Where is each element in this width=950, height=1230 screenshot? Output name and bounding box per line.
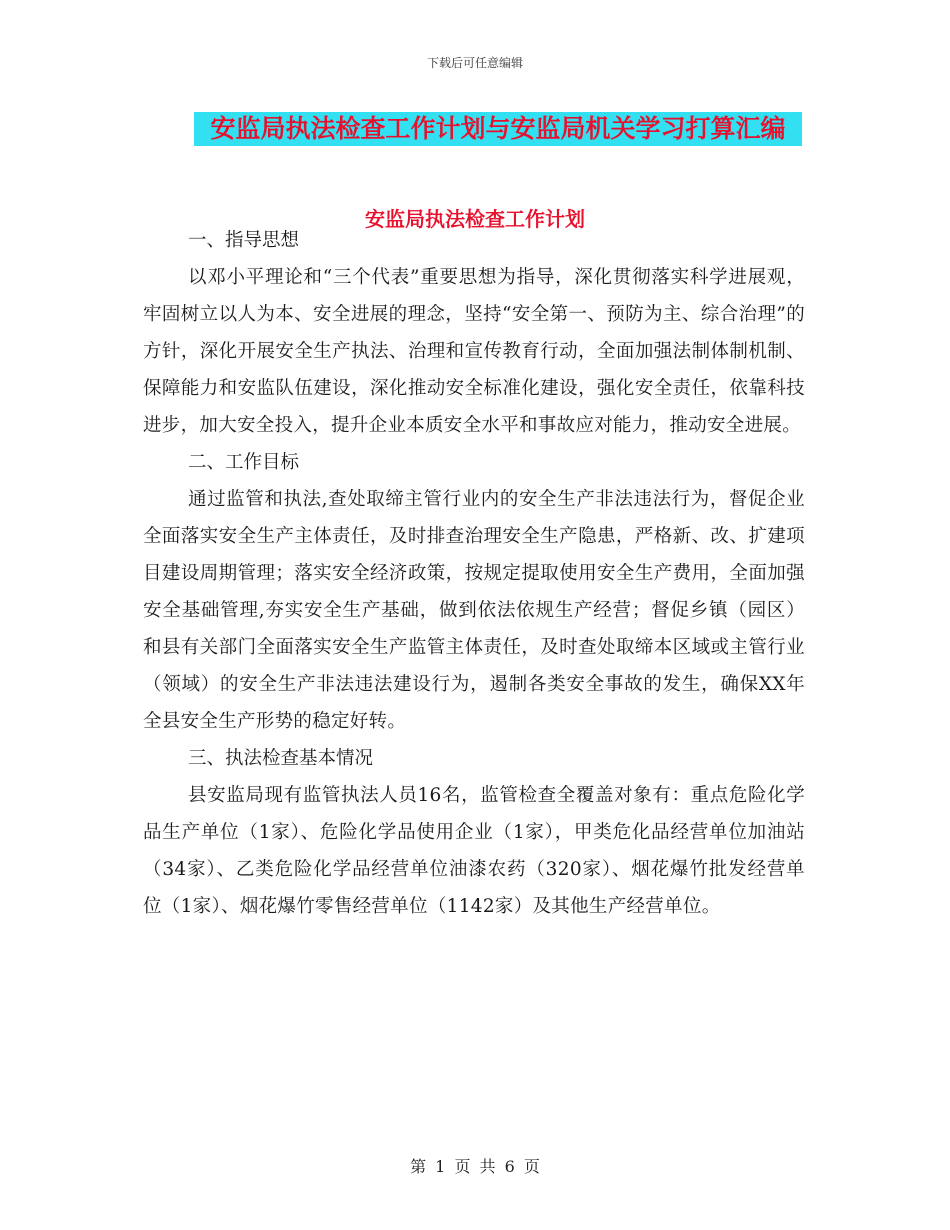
document-sub-title: 安监局执法检查工作计划 bbox=[365, 207, 585, 231]
section-paragraph-inspection-status: 县安监局现有监管执法人员16名，监管检查全覆盖对象有：重点危险化学品生产单位（1家）、危险化学品使用企业（1家），甲类危化品经营单位加油站（34家）、乙类危险化学品经营单位油漆农药（320家）、烟花爆竹批发经营单位（1家）、烟花爆竹零售经营单位（1142家）及其他生产经营单位。 bbox=[143, 785, 805, 917]
header-note: 下载后可任意编辑 bbox=[426, 56, 523, 70]
section-heading-work-goals: 二、工作目标 bbox=[188, 452, 300, 473]
page-footer: 第 1 页 共 6 页 bbox=[410, 1157, 540, 1176]
document-body bbox=[143, 222, 805, 925]
section-paragraph-work-goals: 通过监管和执法,查处取缔主管行业内的安全生产非法违法行为，督促企业全面落实安全生产主体责任，及时排查治理安全生产隐患，严格新、改、扩建项目建设周期管理；落实安全经济政策，按规定提取使用安全生产费用，全面加强安全基础管理,夯实安全生产基础，做到依法依规生产经营；督促乡镇（园区）和县有关部门全面落实安全生产监管主体责任，及时查处取缔本区域或主管行业（领域）的安全生产非法违法建设行为，遏制各类安全事故的发生，确保XX年全县安全生产形势的稳定好转。 bbox=[143, 489, 805, 732]
section-paragraph-guiding-ideology: 以邓小平理论和“三个代表”重要思想为指导，深化贯彻落实科学进展观，牢固树立以人为本、安全进展的理念，坚持“安全第一、预防为主、综合治理”的方针，深化开展安全生产执法、治理和宣传教育行动，全面加强法制体制机制、保障能力和安监队伍建设，深化推动安全标准化建设，强化安全责任，依靠科技进步，加大安全投入，提升企业本质安全水平和事故应对能力，推动安全进展。 bbox=[143, 267, 805, 436]
section-heading-inspection-status: 三、执法检查基本情况 bbox=[188, 748, 374, 769]
document-main-title: 安监局执法检查工作计划与安监局机关学习打算汇编 bbox=[194, 112, 802, 146]
section-heading-guiding-ideology: 一、指导思想 bbox=[188, 230, 300, 251]
